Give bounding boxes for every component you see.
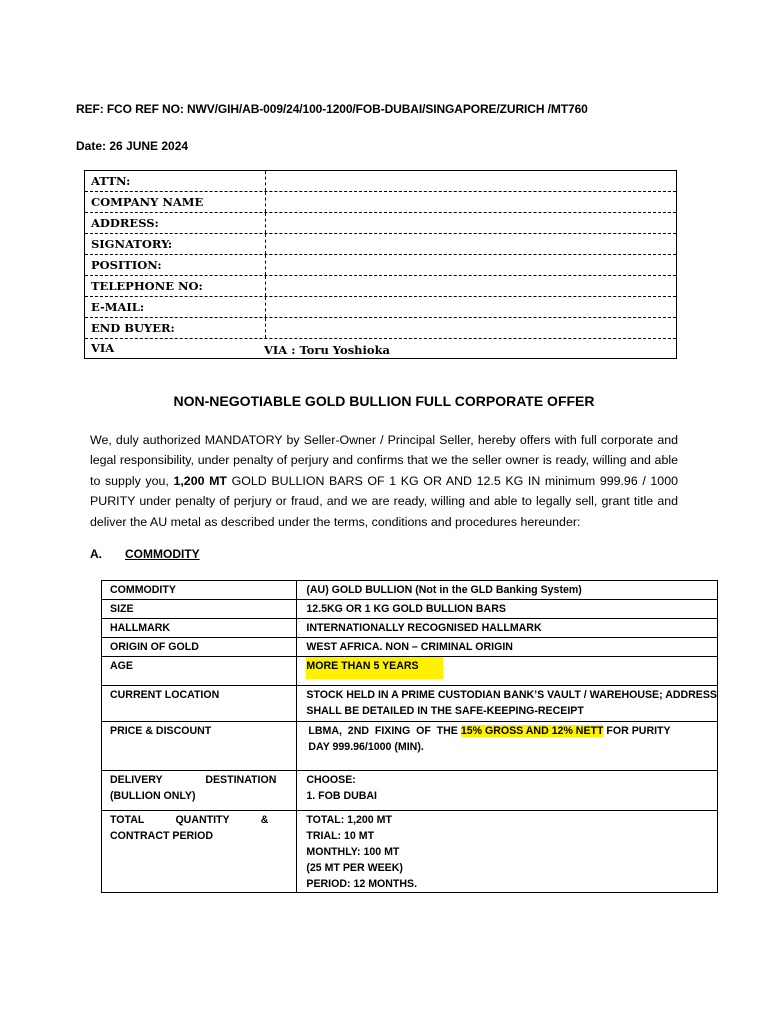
- reference-number: REF: FCO REF NO: NWV/GIH/AB-009/24/100-1200/FOB-DUBAI/SINGAPORE/ZURICH /MT760: [76, 102, 588, 116]
- quantity-value: [297, 811, 718, 893]
- location-line-2: SHALL BE DETAILED IN THE SAFE-KEEPING-RECEIPT: [306, 705, 584, 717]
- commodity-value: (AU) GOLD BULLION (Not in the GLD Banking System): [297, 581, 718, 600]
- table-row: [102, 722, 718, 771]
- via-row: [85, 339, 676, 358]
- table-row: [102, 771, 718, 811]
- quantity-line: (25 MT PER WEEK): [306, 862, 403, 874]
- table-row: [102, 581, 718, 600]
- attn-row: [85, 171, 676, 192]
- age-value: MORE THAN 5 YEARS: [306, 657, 443, 679]
- price-line-2: DAY 999.96/1000 (MIN).: [308, 741, 424, 753]
- position-row: [85, 255, 676, 276]
- section-letter: A.: [90, 547, 102, 561]
- delivery-value: [297, 771, 718, 811]
- quantity-word: QUANTITY: [175, 814, 230, 826]
- quantity-line: MONTHLY: 100 MT: [306, 846, 400, 858]
- table-row: [102, 811, 718, 893]
- total-word: TOTAL: [110, 814, 145, 826]
- end-buyer-label: END BUYER:: [85, 318, 266, 338]
- offer-title: NON-NEGOTIABLE GOLD BULLION FULL CORPORATE OFFER: [173, 393, 595, 409]
- location-value: [297, 686, 718, 722]
- ampersand: &: [260, 814, 269, 826]
- signatory-row: [85, 234, 676, 255]
- table-row: [102, 686, 718, 722]
- quantity-line: TOTAL: 1,200 MT: [306, 814, 392, 826]
- delivery-line-2: 1. FOB DUBAI: [306, 790, 378, 802]
- destination-word: DESTINATION: [205, 774, 277, 786]
- company-name-value: [266, 192, 676, 212]
- price-post: FOR PURITY: [603, 725, 671, 737]
- hallmark-value: INTERNATIONALLY RECOGNISED HALLMARK: [297, 619, 718, 638]
- attn-value: [266, 171, 676, 191]
- intro-text-part1: We, duly authorized MANDATORY by Seller-Owner / Principal Seller, hereby offers with full corporate and legal responsibility, under penalty of perjury and confirms that we the seller owner is ready, willing and able to supply you,: [90, 433, 678, 488]
- telephone-label: TELEPHONE NO:: [85, 276, 266, 296]
- age-value-cell: [297, 657, 718, 686]
- size-value: 12.5KG OR 1 KG GOLD BULLION BARS: [297, 600, 718, 619]
- signatory-label: SIGNATORY:: [85, 234, 266, 254]
- intro-text-part2: GOLD BULLION BARS OF 1 KG OR AND 12.5 KG IN minimum 999.96 / 1000 PURITY under penalty of perjury or fraud, and we are ready, willing and able to legally sell, grant title and deliver the AU metal as described under the terms, conditions and procedures hereunder:: [90, 473, 678, 529]
- recipient-details-table: [84, 170, 677, 359]
- section-heading: [90, 547, 200, 561]
- via-value: VIA : Toru Yoshioka: [264, 343, 390, 357]
- end-buyer-row: [85, 318, 676, 339]
- price-line-1: [306, 723, 717, 739]
- delivery-word: DELIVERY: [110, 774, 163, 786]
- commodity-label: COMMODITY: [102, 581, 297, 600]
- signatory-value: [266, 234, 676, 254]
- telephone-row: [85, 276, 676, 297]
- hallmark-label: HALLMARK: [102, 619, 297, 638]
- telephone-value: [266, 276, 676, 296]
- quantity-line: TRIAL: 10 MT: [306, 830, 375, 842]
- commodity-table: [101, 580, 718, 893]
- attn-label: ATTN:: [85, 171, 266, 191]
- delivery-label-line-1: [110, 772, 296, 788]
- table-row: [102, 600, 718, 619]
- delivery-label: [102, 771, 297, 811]
- location-line-1: STOCK HELD IN A PRIME CUSTODIAN BANK’S VAULT / WAREHOUSE; ADDRESS: [306, 689, 717, 701]
- document-date: Date: 26 JUNE 2024: [76, 139, 189, 153]
- location-label: CURRENT LOCATION: [102, 686, 297, 722]
- intro-quantity: 1,200 MT: [173, 473, 227, 488]
- via-label: VIA: [91, 341, 115, 355]
- delivery-line-1: CHOOSE:: [306, 774, 356, 786]
- table-row: [102, 657, 718, 686]
- size-label: SIZE: [102, 600, 297, 619]
- table-row: [102, 638, 718, 657]
- position-label: POSITION:: [85, 255, 266, 275]
- quantity-label: [102, 811, 297, 893]
- position-value: [266, 255, 676, 275]
- age-label: AGE: [102, 657, 297, 686]
- company-name-label: COMPANY NAME: [85, 192, 266, 212]
- quantity-label-line-2: CONTRACT PERIOD: [110, 830, 213, 842]
- email-row: [85, 297, 676, 318]
- price-value: [297, 722, 718, 771]
- price-pre: LBMA, 2ND FIXING OF THE: [308, 725, 461, 737]
- price-highlight: 15% GROSS AND 12% NETT: [460, 725, 604, 737]
- address-label: ADDRESS:: [85, 213, 266, 233]
- origin-value: WEST AFRICA. NON – CRIMINAL ORIGIN: [297, 638, 718, 657]
- email-value: [266, 297, 676, 317]
- quantity-label-line-1: [110, 812, 296, 828]
- email-label: E-MAIL:: [85, 297, 266, 317]
- end-buyer-value: [266, 318, 676, 338]
- price-label: PRICE & DISCOUNT: [102, 722, 297, 771]
- quantity-line: PERIOD: 12 MONTHS.: [306, 878, 418, 890]
- intro-paragraph: [90, 430, 678, 532]
- section-name: COMMODITY: [125, 547, 200, 561]
- delivery-label-line-2: (BULLION ONLY): [110, 790, 196, 802]
- address-value: [266, 213, 676, 233]
- origin-label: ORIGIN OF GOLD: [102, 638, 297, 657]
- table-row: [102, 619, 718, 638]
- company-name-row: [85, 192, 676, 213]
- address-row: [85, 213, 676, 234]
